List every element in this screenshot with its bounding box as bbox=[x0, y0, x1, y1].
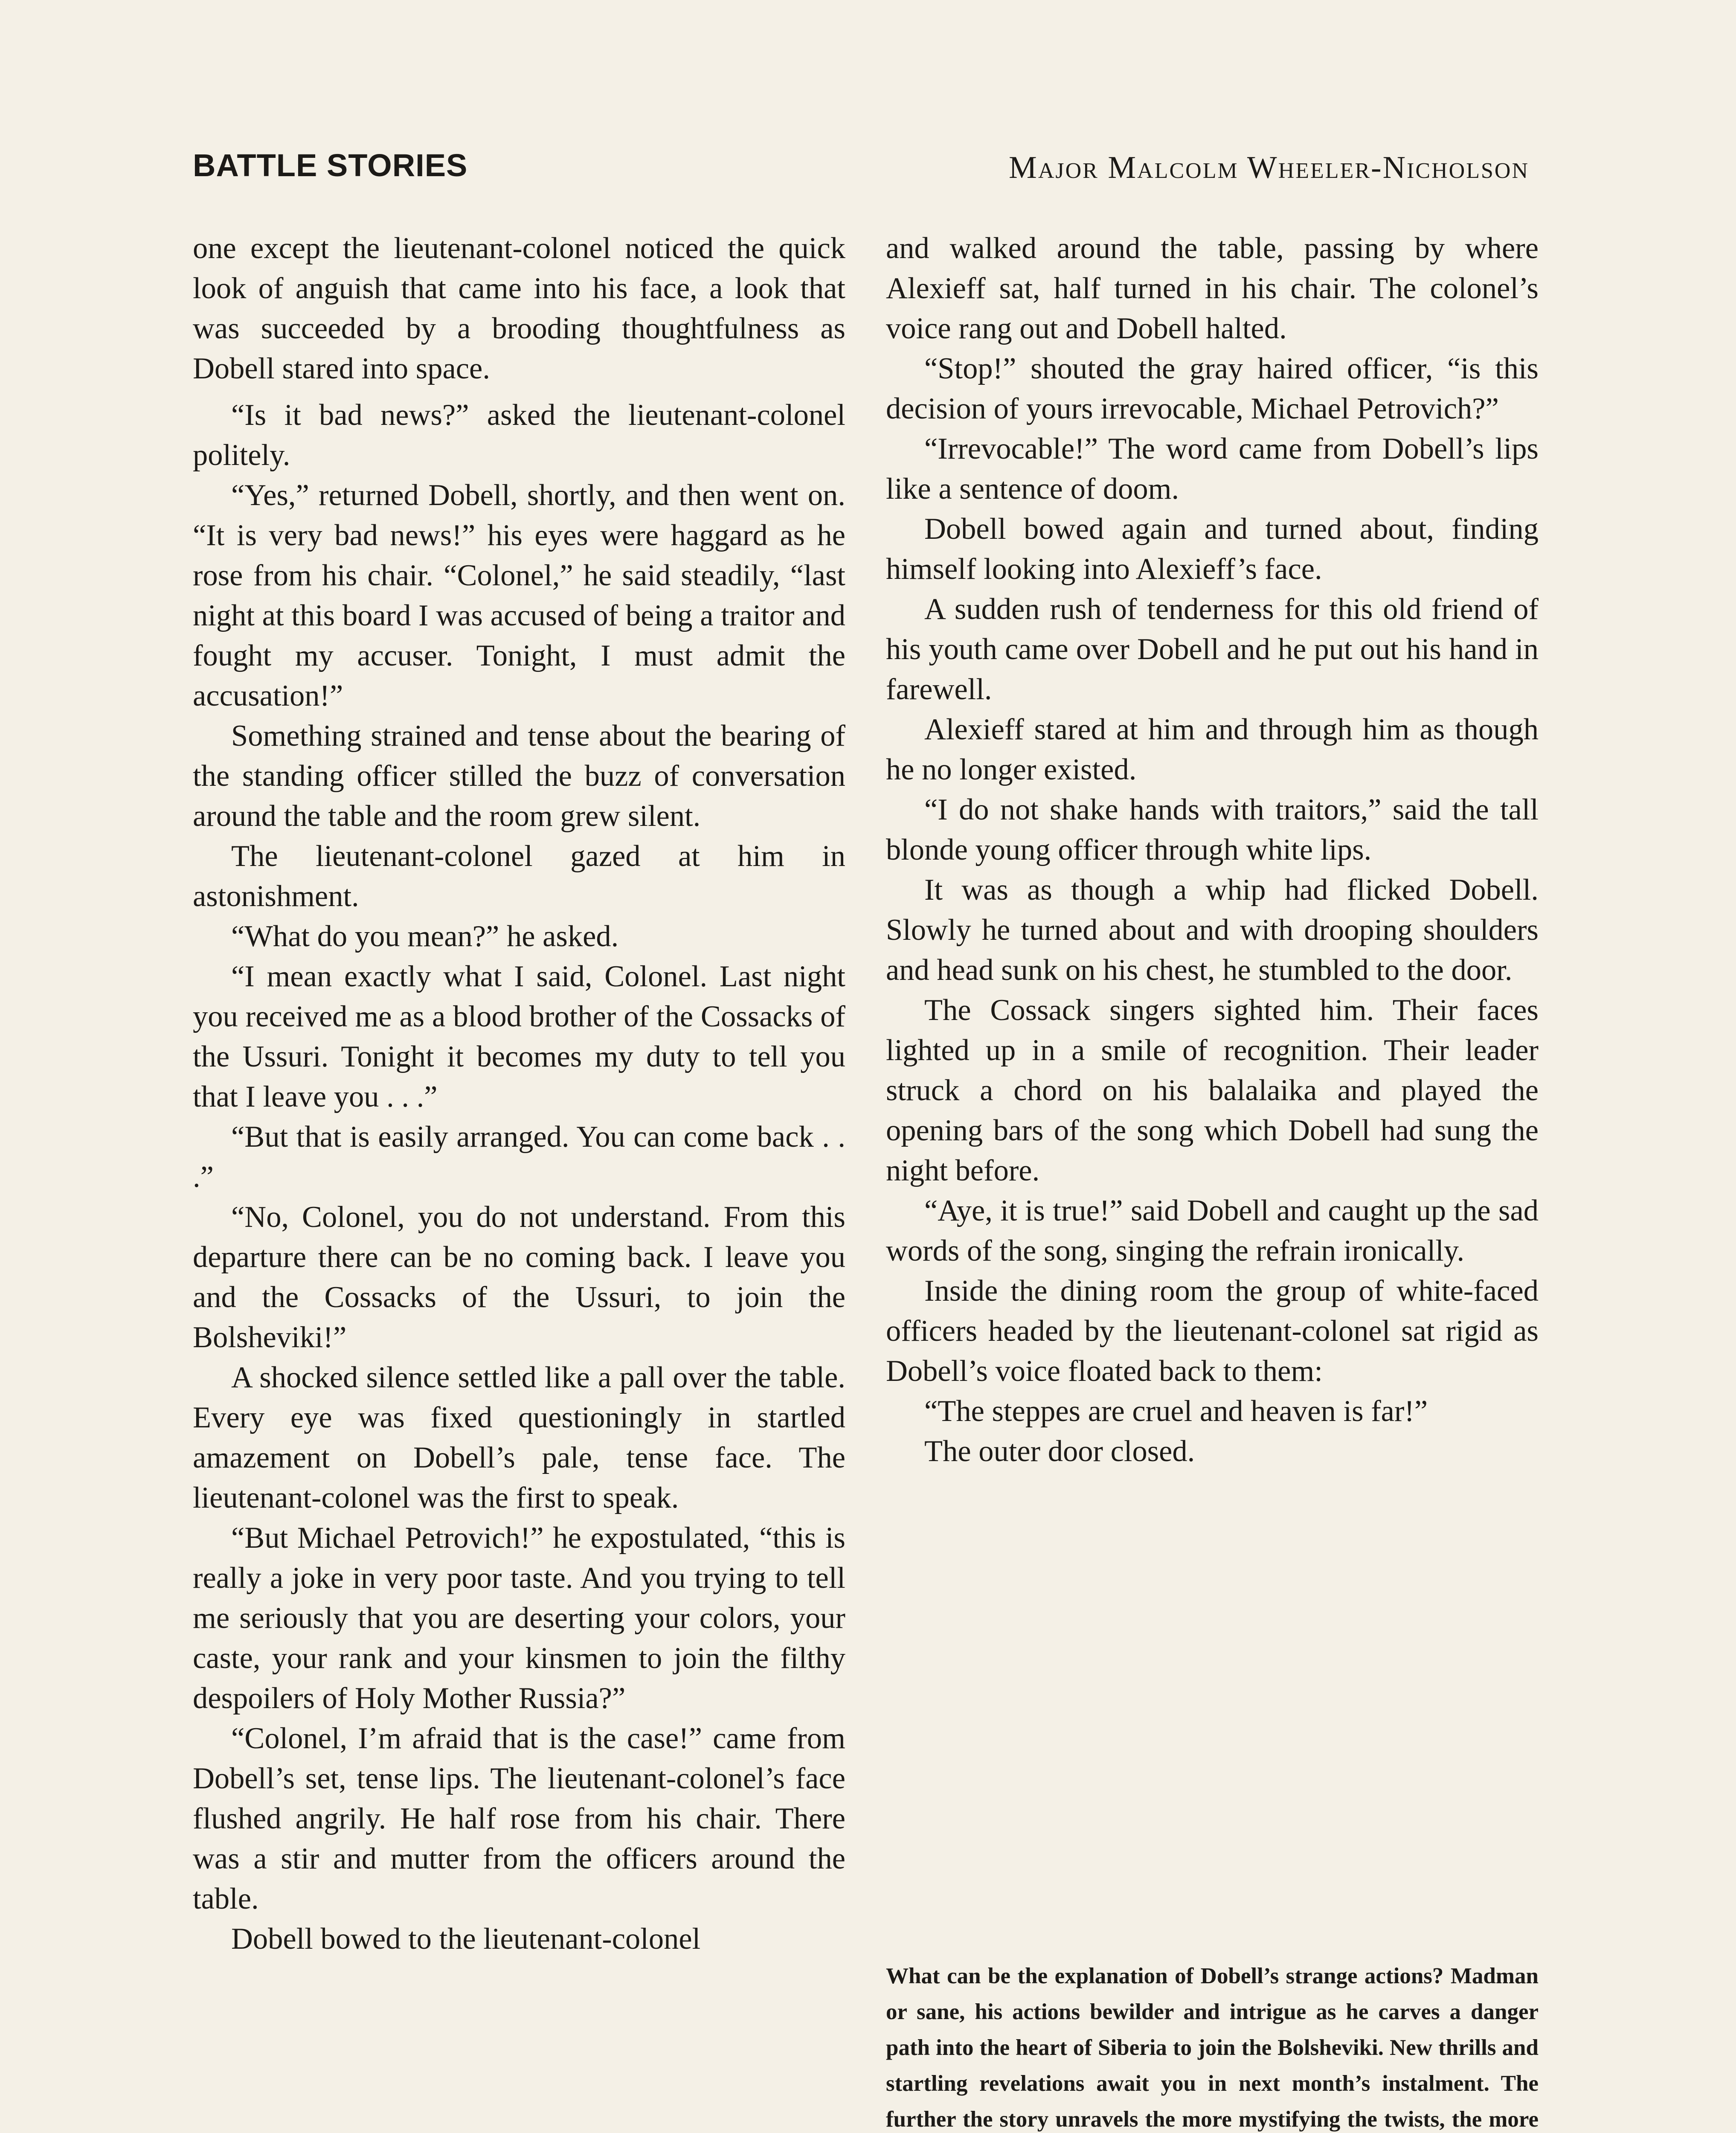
paragraph: Alexieff stared at him and through him as though he no longer existed. bbox=[886, 713, 1539, 786]
author-name: Major Malcolm Wheeler-Nicholson bbox=[1009, 150, 1529, 185]
paragraph: “But Michael Petrovich!” he expostulated, “this is really a joke in very poor taste. And you trying to tell me seriously that you are deserting your colors, your caste, your rank and your kinsmen to join the filthy despoilers of Holy Mother Russia?” bbox=[193, 1521, 845, 1715]
paragraph: The lieutenant-colonel gazed at him in astonishment. bbox=[193, 840, 845, 913]
paragraph: Something strained and tense about the bearing of the standing officer stilled the buzz of conversation around the table and the room grew silent. bbox=[193, 719, 845, 833]
paragraph: “But that is easily arranged. You can come back . . .” bbox=[193, 1120, 845, 1194]
next-instalment-teaser: What can be the explanation of Dobell’s strange actions? Madman or sane, his actions bewilder and intrigue as he carves a danger path into the heart of Siberia to join the Bolsheviki. New thrills and startling revelations await you in next month’s instalment. The further the story unravels the more mystifying the twists, the more bbox=[886, 1964, 1539, 2132]
paragraph: “The steppes are cruel and heaven is far!” bbox=[924, 1395, 1428, 1428]
paragraph: “I do not shake hands with traitors,” said the tall blonde young officer through white lips. bbox=[886, 793, 1539, 866]
paragraph: “Yes,” returned Dobell, shortly, and then went on. “It is very bad news!” his eyes were haggard as he rose from his chair. “Colonel,” he said steadily, “last night at this board I was accused of being a traitor and fought my accuser. Tonight, I must admit the accusation!” bbox=[193, 479, 845, 712]
paragraph: A sudden rush of tenderness for this old friend of his youth came over Dobell and he put out his hand in farewell. bbox=[886, 593, 1539, 706]
paragraph: and walked around the table, passing by where Alexieff sat, half turned in his chair. The colonel’s voice rang out and Dobell halted. bbox=[886, 232, 1539, 345]
paragraph: “Colonel, I’m afraid that is the case!” came from Dobell’s set, tense lips. The lieutenant-colonel’s face flushed angrily. He half rose from his chair. There was a stir and mutter from the officers around the table. bbox=[193, 1722, 845, 1915]
paragraph: Dobell bowed to the lieutenant-colonel bbox=[231, 1922, 701, 1956]
paragraph: It was as though a whip had flicked Dobell. Slowly he turned about and with drooping shoulders and head sunk on his chest, he stumbled to the door. bbox=[886, 873, 1539, 987]
paragraph: A shocked silence settled like a pall over the table. Every eye was fixed questioningly in startled amazement on Dobell’s pale, tense face. The lieutenant-colonel was the first to speak. bbox=[193, 1361, 845, 1514]
paragraph: Inside the dining room the group of white-faced officers headed by the lieutenant-colonel sat rigid as Dobell’s voice floated back to them: bbox=[886, 1274, 1539, 1388]
paragraph: “What do you mean?” he asked. bbox=[231, 920, 619, 953]
paragraph: “I mean exactly what I said, Colonel. Last night you received me as a blood brother of the Cossacks of the Ussuri. Tonight it becomes my duty to tell you that I leave you . . .” bbox=[193, 960, 845, 1113]
paragraph: “Is it bad news?” asked the lieutenant-colonel politely. bbox=[193, 398, 845, 472]
paragraph: “Aye, it is true!” said Dobell and caught up the sad words of the song, singing the refrain ironically. bbox=[886, 1194, 1539, 1267]
paragraph: “Irrevocable!” The word came from Dobell’s lips like a sentence of doom. bbox=[886, 432, 1539, 506]
left-column bbox=[193, 228, 845, 1959]
right-column bbox=[886, 228, 1539, 1471]
paragraph: The Cossack singers sighted him. Their faces lighted up in a smile of recognition. Their leader struck a chord on his balalaika and played the opening bars of the song which Dobell had sung the night before. bbox=[886, 994, 1539, 1187]
paragraph: The outer door closed. bbox=[924, 1435, 1195, 1468]
magazine-title: BATTLE STORIES bbox=[193, 148, 468, 183]
running-header bbox=[193, 147, 1529, 194]
paragraph: Dobell bowed again and turned about, finding himself looking into Alexieff’s face. bbox=[886, 512, 1539, 586]
paragraph: one except the lieutenant-colonel noticed the quick look of anguish that came into his face, a look that was succeeded by a brooding thoughtfulness as Dobell stared into space. bbox=[193, 232, 845, 385]
paragraph: “No, Colonel, you do not understand. From this departure there can be no coming back. I leave you and the Cossacks of the Ussuri, to join the Bolsheviki!” bbox=[193, 1200, 845, 1354]
paragraph: “Stop!” shouted the gray haired officer, “is this decision of yours irrevocable, Michael Petrovich?” bbox=[886, 352, 1539, 425]
